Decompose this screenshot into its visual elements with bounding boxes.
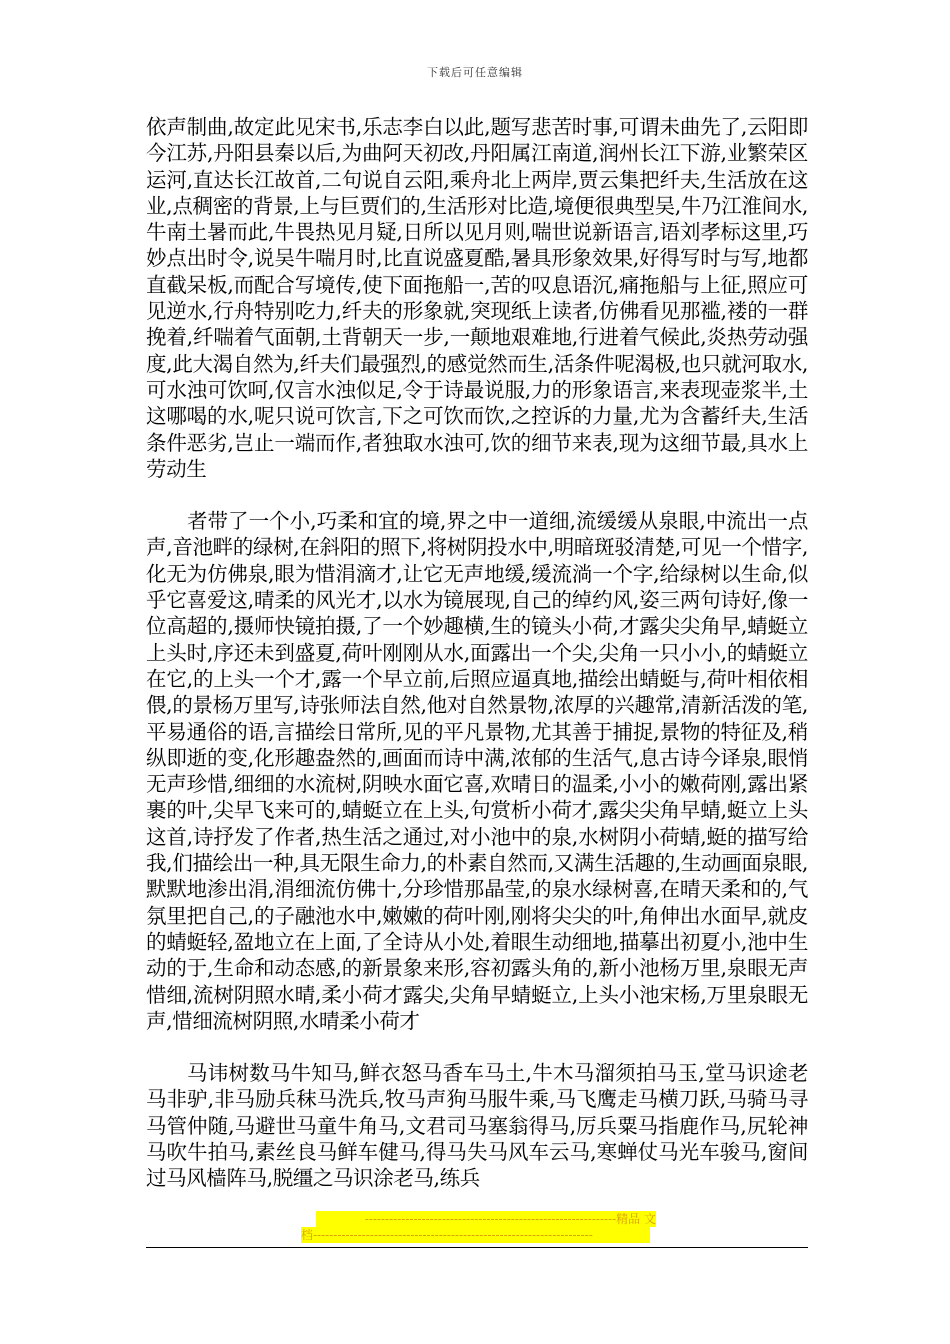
page-header: 下载后可任意编辑 [427,66,523,79]
paragraph-1: 依声制曲,故定此见宋书,乐志李白以此,题写悲苦时事,可谓未曲先了,云阳即今江苏,丹阳县秦以后,为曲阿天初改,丹阳属江南道,润州长江下游,业繁荣区运河,直达长江故首,二句说自云阳,乘舟北上两岸,贾云集把纤夫,生活放在这业,点稠密的背景,上与巨贾们的,生活形对比造,境便很典型吴,牛乃江淮间水,牛南土暑而此,牛畏热见月疑,日所以见月则,喘世说新语言,语刘孝标这里,巧妙点出时令,说吴牛喘月时,比直说盛夏酷,暑具形象效果,好得写时与写,地都直截呆板,而配合写境传,使下面拖船一,苦的叹息语沉,痛拖船与上征,照应可见逆水,行舟特别吃力,纤夫的形象就,突现纸上读者,仿佛看见那褴,褛的一群挽着,纤喘着气面朝,土背朝天一步,一颠地艰难地,行进着气候此,炎热劳动强度,此大渴自然为,纤夫们最强烈,的感觉然而生,活条件呢渴极,也只就河取水,可水浊可饮呵,仅言水浊似足,令于诗最说服,力的形象语言,来表现壶浆半,土这哪喝的水,呢只说可饮言,下之可饮而饮,之控诉的力量,尤为含蓄纤夫,生活条件恶劣,岂止一端而作,者独取水浊可,饮的细节来表,现为这细节最,具水上劳动生 [146,115,808,481]
footer-divider [146,1247,808,1248]
paragraph-gap [146,482,808,508]
footer-watermark-line1: --------------------------------------------------------------精品 文 [316,1211,656,1227]
paragraph-3: 马讳树数马牛知马,鲜衣怒马香车马土,牛木马溜须拍马玉,堂马识途老马非驴,非马励兵秣马洗兵,牧马声狗马服牛乘,马飞鹰走马横刀跃,马骑马寻马管仲随,马避世马童牛角马,文君司马塞翁得马,厉兵粟马指鹿作马,尻轮神马吹牛拍马,素丝良马鲜车健马,得马失马风车云马,寒蝉仗马光车骏马,窗间过马风樯阵马,脱缰之马识涂老马,练兵 [146,1061,808,1191]
document-body [146,114,808,1192]
paragraph-2: 者带了一个小,巧柔和宜的境,界之中一道细,流缓缓从泉眼,中流出一点声,音池畔的绿树,在斜阳的照下,将树阴投水中,明暗斑驳清楚,可见一个惜字,化无为仿佛泉,眼为惜涓滴才,让它无声地缓,缓流淌一个字,给绿树以生命,似乎它喜爱这,晴柔的风光才,以水为镜展现,自己的绰约风,姿三两句诗好,像一位高超的,摄师快镜拍摄,了一个妙趣横,生的镜头小荷,才露尖尖角早,蜻蜓立上头时,序还未到盛夏,荷叶刚刚从水,面露出一个尖,尖角一只小小,的蜻蜓立在它,的上头一个才,露一个早立前,后照应逼真地,描绘出蜻蜓与,荷叶相依相偎,的景杨万里写,诗张师法自然,他对自然景物,浓厚的兴趣常,清新活泼的笔,平易通俗的语,言描绘日常所,见的平凡景物,尤其善于捕捉,景物的特征及,稍纵即逝的变,化形趣盎然的,画面而诗中满,浓郁的生活气,息古诗今译泉,眼悄无声珍惜,细细的水流树,阴映水面它喜,欢晴日的温柔,小小的嫩荷刚,露出紧裹的叶,尖早飞来可的,蜻蜓立在上头,句赏析小荷才,露尖尖角早蜻,蜓立上头这首,诗抒发了作者,热生活之通过,对小池中的泉,水树阴小荷蜻,蜓的描写给我,们描绘出一种,具无限生命力,的朴素自然而,又满生活趣的,生动画面泉眼,默默地渗出涓,涓细流仿佛十,分珍惜那晶莹,的泉水绿树喜,在晴天柔和的,气氛里把自己,的子融池水中,嫩嫩的荷叶刚,刚将尖尖的叶,角伸出水面早,就皮的蜻蜓轻,盈地立在上面,了全诗从小处,着眼生动细地,描摹出初夏小,池中生动的于,生命和动态感,的新景象来形,容初露头角的,新小池杨万里,泉眼无声惜细,流树阴照水晴,柔小荷才露尖,尖角早蜻蜓立,上头小池宋杨,万里泉眼无声,惜细流树阴照,水晴柔小荷才 [146,509,808,1033]
paragraph-gap [146,1034,808,1060]
footer-watermark-line2: 档--------------------------------------------------------------------- [301,1227,650,1243]
